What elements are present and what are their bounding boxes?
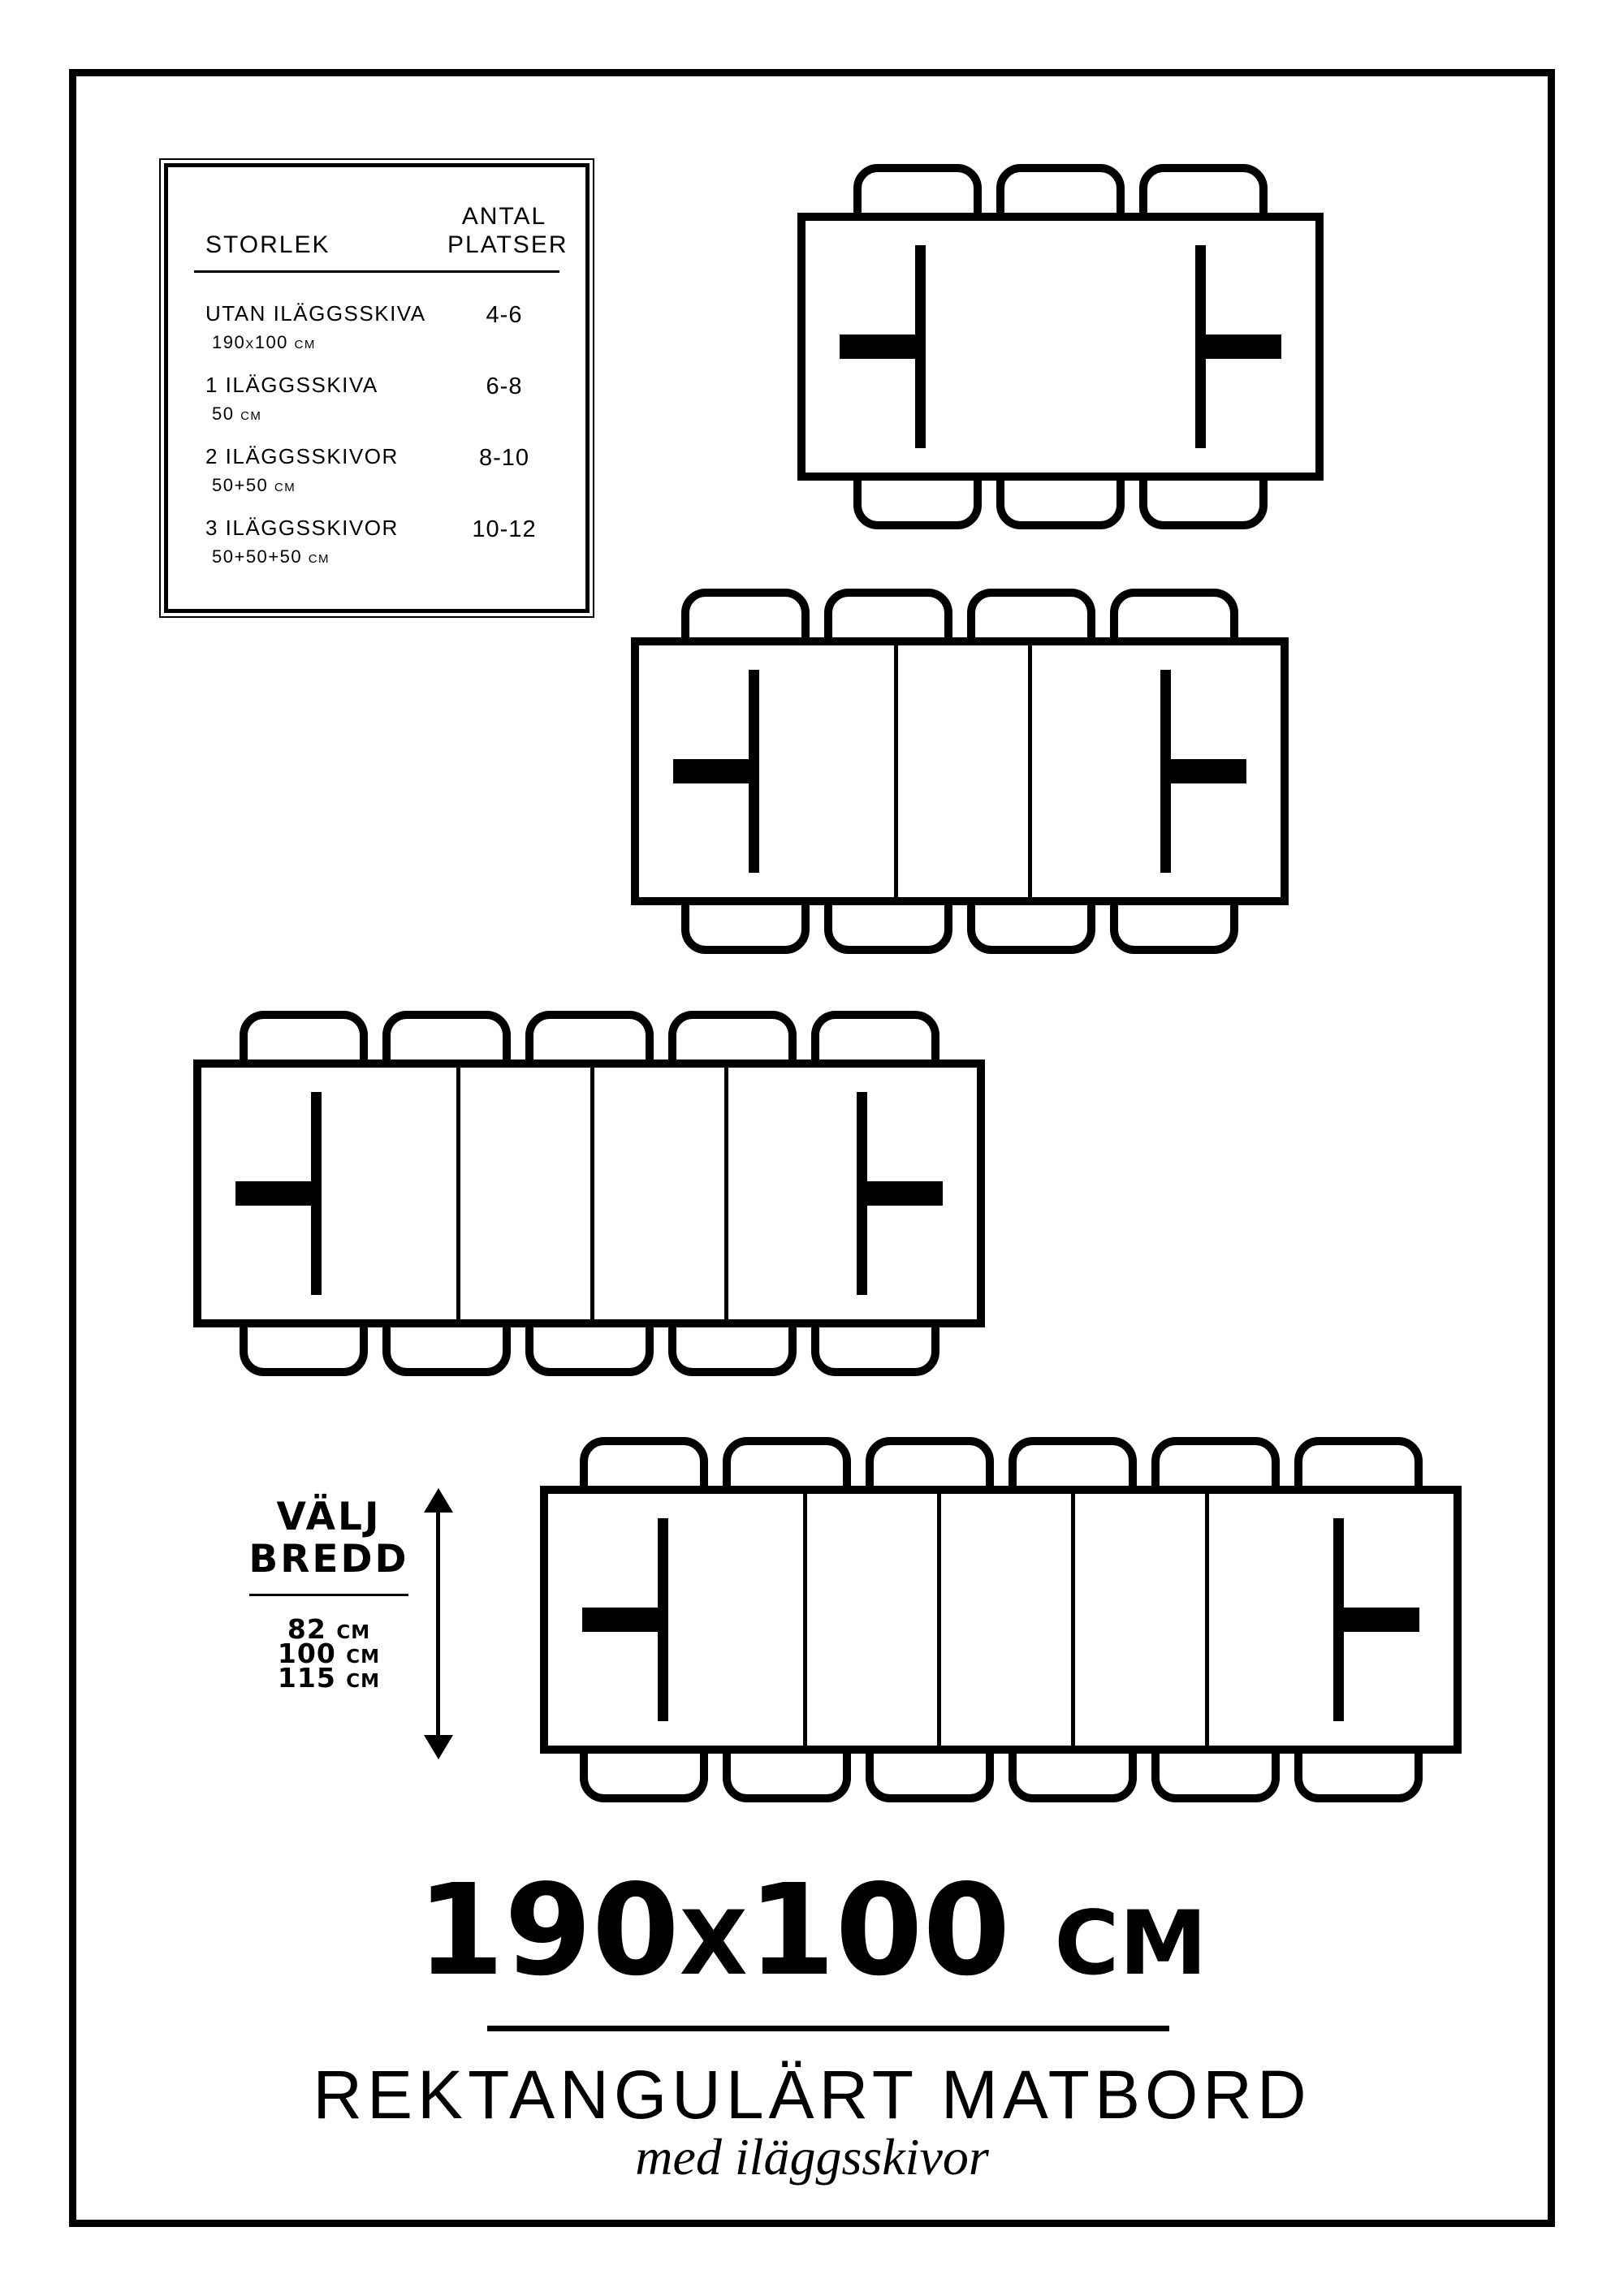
row-size: 50 cm: [212, 403, 262, 424]
row-label: 3 ILÄGGSSKIVOR: [205, 515, 399, 540]
leaf-divider: [803, 1494, 807, 1746]
header-platser: PLATSER: [447, 231, 568, 258]
row-seats: 8-10: [478, 444, 530, 471]
leaf-divider: [456, 1068, 460, 1319]
table-leg-foot-right: [1169, 759, 1246, 783]
row-seats: 6-8: [486, 373, 523, 399]
leaf-divider: [724, 1068, 728, 1319]
width-options-note: [207, 1495, 451, 1694]
leaf-divider: [1028, 645, 1032, 897]
diagram-utan-ilaggsskiva: [797, 164, 1324, 529]
row-label: 1 ILÄGGSSKIVA: [205, 372, 378, 397]
width-note-divider: [249, 1594, 408, 1596]
width-arrow: [424, 1488, 453, 1759]
size-seats-table: [164, 163, 590, 613]
arrow-down-icon: [424, 1735, 453, 1759]
column-header-storlek: STORLEK: [205, 231, 330, 258]
arrow-line: [436, 1500, 440, 1748]
table-header-row: [205, 203, 568, 259]
row-label: UTAN ILÄGGSSKIVA: [205, 301, 426, 326]
row-seats: 10-12: [472, 516, 537, 542]
table-leg-foot-left: [840, 334, 917, 359]
header-divider: [194, 270, 559, 273]
row-label-group: [205, 373, 447, 425]
row-size: 190x100 cm: [212, 331, 316, 352]
table-leg-foot-left: [673, 759, 750, 783]
diagram-3-ilaggsskivor: [540, 1437, 1462, 1802]
table-row: [205, 373, 561, 425]
width-option: 115 cm: [277, 1662, 381, 1694]
table-rows: [205, 302, 561, 568]
table-leg-foot-right: [1342, 1608, 1419, 1632]
row-label-group: [205, 516, 447, 568]
width-options-list: [207, 1613, 451, 1694]
size-title: 190x100 cm: [417, 1857, 1207, 2004]
header-antal: ANTAL: [461, 203, 547, 230]
width-option: 82 cm: [287, 1613, 371, 1645]
leaf-divider: [1205, 1494, 1209, 1746]
row-label-group: [205, 445, 447, 496]
table-top: [193, 1060, 985, 1327]
row-label-group: [205, 302, 447, 353]
width-option: 100 cm: [277, 1638, 381, 1669]
table-row: [205, 445, 561, 496]
row-seats: 4-6: [486, 302, 523, 328]
table-leg-foot-right: [1204, 334, 1281, 359]
diagram-2-ilaggsskivor: [193, 1011, 985, 1376]
table-top: [631, 637, 1289, 905]
table-top: [540, 1486, 1462, 1754]
table-leg-foot-left: [582, 1608, 659, 1632]
leaf-divider: [894, 645, 898, 897]
table-row: [205, 302, 561, 353]
leaf-divider: [590, 1068, 594, 1319]
product-title: REKTANGULÄRT MATBORD: [313, 2056, 1311, 2133]
row-size: 50+50 cm: [212, 474, 296, 495]
width-note-title-line1: VÄLJ: [276, 1495, 382, 1539]
row-size: 50+50+50 cm: [212, 546, 330, 567]
table-top: [797, 213, 1324, 481]
diagram-1-ilaggsskiva: [631, 589, 1289, 954]
width-note-title-line2: BREDD: [248, 1537, 409, 1582]
leaf-divider: [937, 1494, 941, 1746]
table-leg-foot-right: [866, 1181, 943, 1206]
row-label: 2 ILÄGGSSKIVOR: [205, 443, 399, 468]
table-row: [205, 516, 561, 568]
title-divider: [487, 2026, 1169, 2031]
column-header-antal-platser: [447, 203, 568, 259]
leaf-divider: [1071, 1494, 1075, 1746]
product-subtitle: med iläggsskivor: [635, 2128, 989, 2186]
table-leg-foot-left: [235, 1181, 313, 1206]
